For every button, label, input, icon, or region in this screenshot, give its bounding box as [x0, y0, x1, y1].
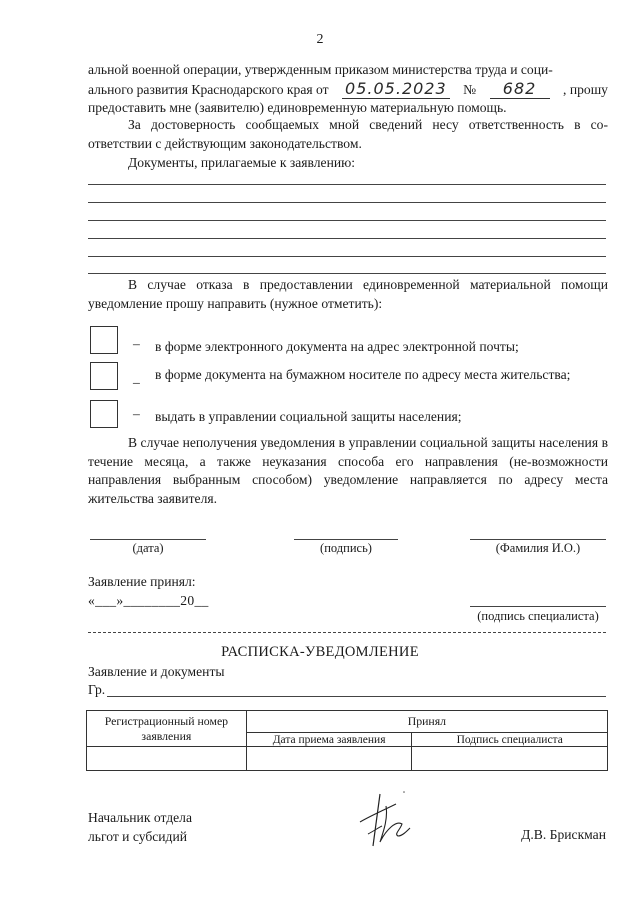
accepted-date-line[interactable]: «___»________20__	[88, 593, 209, 608]
option-email-dash: –	[133, 336, 140, 351]
position-block	[88, 808, 192, 846]
order-date-handwritten: 05.05.2023	[342, 80, 450, 100]
nonreceipt-paragraph: В случае неполучения уведомления в управлении социальной защиты населения в течение месяца, а также неуказания способа его направления (не-возможности направления выбранным способом) уведомление направляется по адресу места жительства заявителя.	[88, 435, 608, 506]
position-line-1: Начальник отдела	[88, 810, 192, 825]
intro-line-2-end: , прошу	[563, 81, 608, 97]
handwritten-signature	[346, 788, 418, 852]
date-line[interactable]	[90, 539, 206, 540]
docs-line-5[interactable]	[88, 256, 606, 257]
responsibility-paragraph: За достоверность сообщаемых мной сведений несу ответственность в со-ответствии с действующим законодательством.	[88, 117, 608, 151]
attached-docs-label: Документы, прилагаемые к заявлению:	[128, 155, 356, 170]
signature-caption: (подпись)	[320, 541, 372, 555]
receipt-docs-line: Заявление и документы	[88, 664, 225, 679]
refusal-paragraph: В случае отказа в предоставлении единовременной материальной помощи уведомление прошу направить (нужное отметить):	[88, 277, 608, 311]
fullname-line[interactable]	[470, 539, 606, 540]
docs-line-1[interactable]	[88, 184, 606, 185]
receipt-citizen-prefix: Гр.	[88, 682, 106, 697]
docs-line-2[interactable]	[88, 202, 606, 203]
accepted-label: Заявление принял:	[88, 574, 196, 589]
intro-paragraph	[88, 61, 608, 118]
specialist-signature-line[interactable]	[470, 606, 606, 607]
option-paper-checkbox[interactable]	[90, 362, 118, 390]
receipt-title: РАСПИСКА-УВЕДОМЛЕНИЕ	[221, 644, 419, 660]
reg-number-cell[interactable]	[87, 747, 247, 771]
option-email-checkbox[interactable]	[90, 326, 118, 354]
docs-line-6[interactable]	[88, 273, 606, 274]
position-line-2: льгот и субсидий	[88, 829, 188, 844]
date-received-cell[interactable]	[246, 747, 412, 771]
page-number: 2	[316, 32, 324, 47]
registration-table	[86, 710, 608, 771]
option-paper-text: в форме документа на бумажном носителе по адресу места жительства;	[155, 367, 571, 382]
cut-line	[88, 632, 606, 633]
docs-line-4[interactable]	[88, 238, 606, 239]
intro-line-2	[88, 80, 608, 100]
receipt-citizen-line[interactable]	[107, 696, 606, 697]
intro-line-1: альной военной операции, утвержденным приказом министерства труда и соци-	[88, 62, 553, 77]
option-office-text: выдать в управлении социальной защиты населения;	[155, 409, 462, 424]
docs-line-3[interactable]	[88, 220, 606, 221]
order-number-handwritten: 682	[490, 80, 550, 100]
date-received-header: Дата приема заявления	[246, 733, 412, 747]
reg-number-header: Регистрационный номер заявления	[87, 711, 247, 747]
option-office-checkbox[interactable]	[90, 400, 118, 428]
intro-line-3: предоставить мне (заявителю) единовременную материальную помощь.	[88, 100, 507, 115]
signature-line[interactable]	[294, 539, 398, 540]
date-caption: (дата)	[132, 541, 164, 555]
specialist-signature-cell[interactable]	[412, 747, 608, 771]
option-email-text: в форме электронного документа на адрес электронной почты;	[155, 339, 519, 354]
specialist-caption: (подпись специалиста)	[477, 609, 599, 623]
signer-name: Д.В. Брискман	[521, 827, 606, 842]
option-paper-dash: _	[133, 370, 140, 385]
specialist-signature-header: Подпись специалиста	[412, 733, 608, 747]
accepted-header: Принял	[246, 711, 607, 733]
number-sign: №	[463, 81, 477, 97]
fullname-caption: (Фамилия И.О.)	[495, 541, 581, 555]
option-office-dash: –	[133, 406, 140, 421]
intro-line-2-text: ального развития Краснодарского края от	[88, 81, 329, 97]
